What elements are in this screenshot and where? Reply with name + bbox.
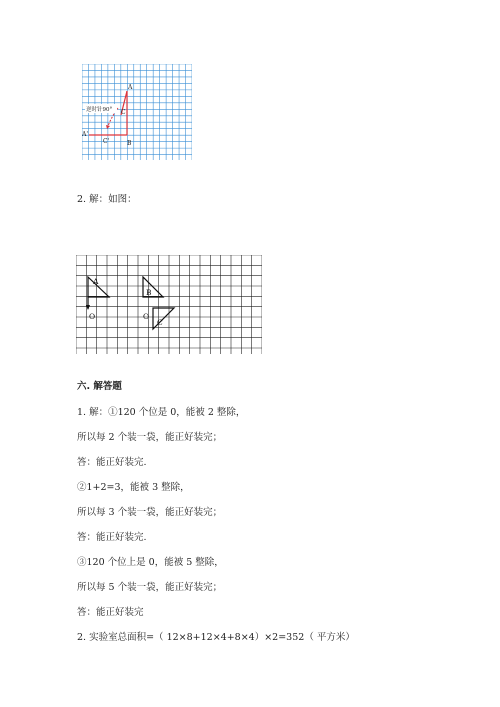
triangle-c-label: C xyxy=(157,318,163,327)
solution-line: 2. 实验室总面积=（ 12×8+12×4+8×4）×2=352（ 平方米） xyxy=(77,632,355,643)
section-heading: 六. 解答题 xyxy=(77,381,122,392)
solution-line: 所以每 5 个装一袋，能正好装完； xyxy=(77,582,223,593)
answer2-intro: 2. 解：如图： xyxy=(77,194,137,205)
solution-line: ②1+2=3，能被 3 整除， xyxy=(77,482,190,493)
triangle-grid-figure xyxy=(76,255,262,354)
point-a-prime-label: A' xyxy=(82,131,88,138)
rotation-label: 逆时针90° xyxy=(86,107,113,113)
solution-line: 1. 解：①120 个位是 0，能被 2 整除， xyxy=(77,407,246,418)
triangle-a-label: A xyxy=(93,277,99,286)
point-b-label: B xyxy=(127,140,132,147)
point-c-prime-label: C' xyxy=(103,138,110,145)
point-a-label: A xyxy=(128,84,133,91)
triangle-b-label: B xyxy=(146,288,152,297)
point-c-label: C xyxy=(121,109,126,116)
solution-line: 答：能正好装完. xyxy=(77,457,147,468)
solution-line: 答：能正好装完 xyxy=(77,607,144,618)
point-o-label-1: O xyxy=(89,312,96,321)
solution-line: 答：能正好装完. xyxy=(77,532,147,543)
solution-line: 所以每 2 个装一袋，能正好装完； xyxy=(77,432,223,443)
solution-line: ③120 个位上是 0，能被 5 整除， xyxy=(77,557,224,568)
point-o-label-2: O xyxy=(143,312,150,321)
rotation-grid-figure xyxy=(82,64,192,160)
solution-line: 所以每 3 个装一袋，能正好装完； xyxy=(77,507,223,518)
